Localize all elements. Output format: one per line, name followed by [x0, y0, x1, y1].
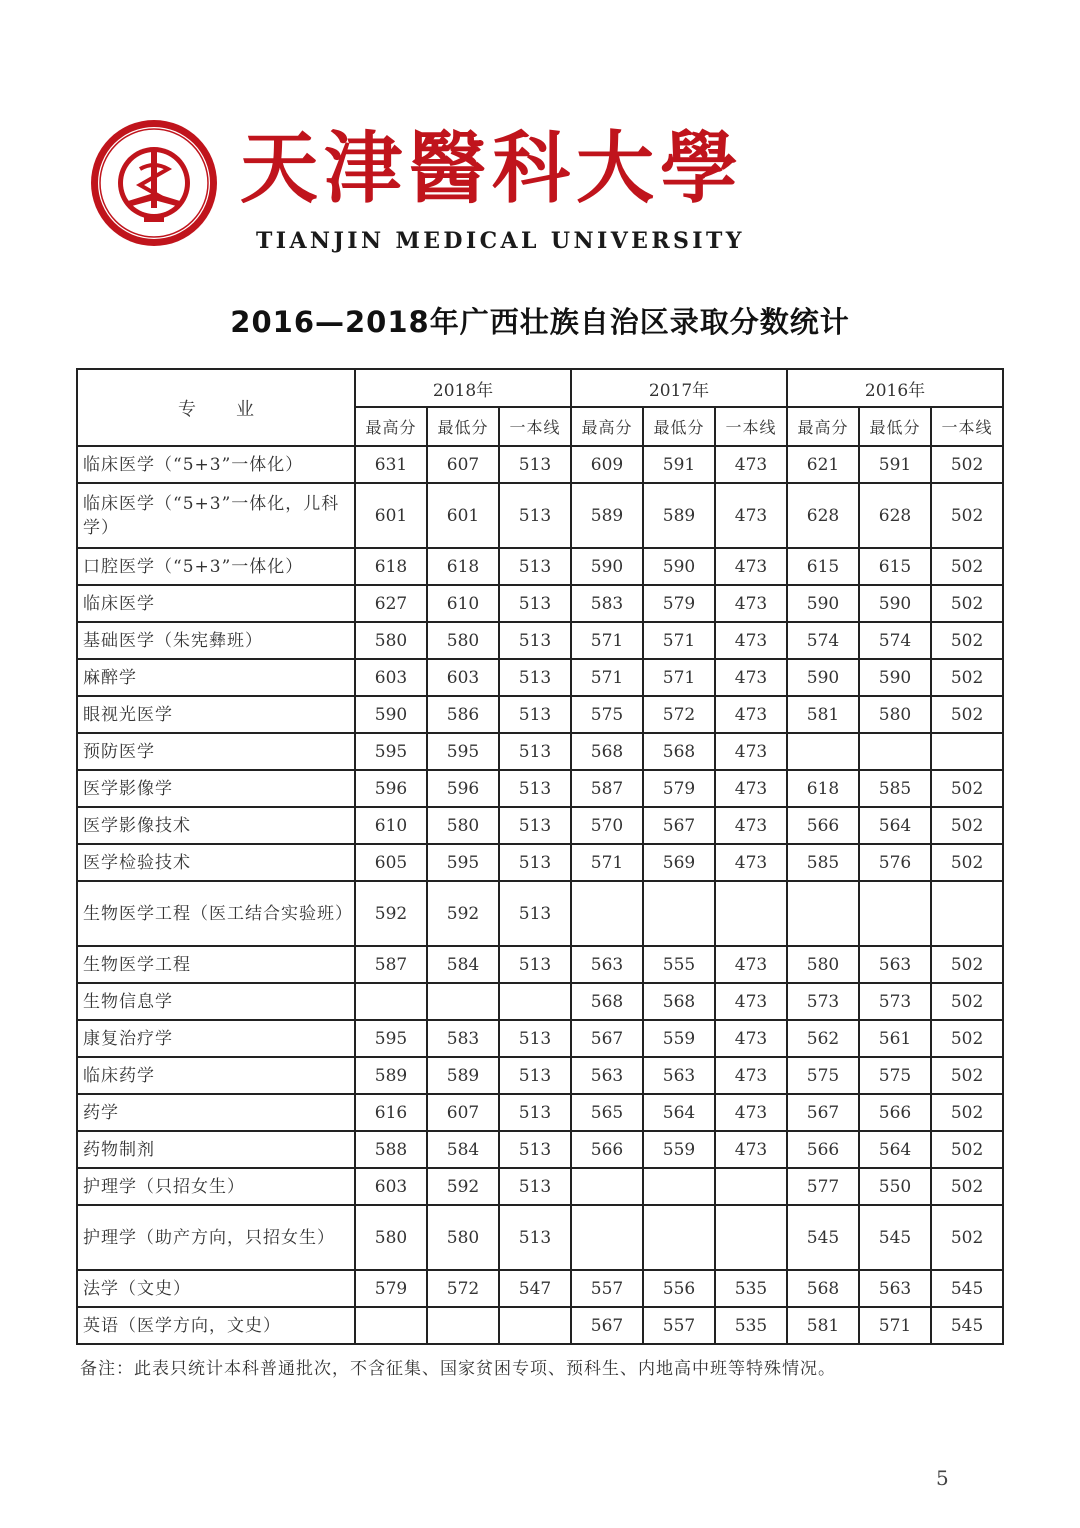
- score-cell: 564: [859, 1131, 931, 1168]
- score-cell: 592: [355, 881, 427, 946]
- score-cell: 601: [427, 483, 499, 548]
- score-cell: 571: [571, 659, 643, 696]
- score-cell: 607: [427, 446, 499, 483]
- score-cell: 556: [643, 1270, 715, 1307]
- score-cell: 502: [931, 548, 1003, 585]
- score-cell: [571, 881, 643, 946]
- score-cell: 628: [787, 483, 859, 548]
- score-cell: 579: [643, 585, 715, 622]
- score-cell: 587: [355, 946, 427, 983]
- score-cell: 513: [499, 844, 571, 881]
- score-cell: [643, 1168, 715, 1205]
- score-cell: 513: [499, 807, 571, 844]
- score-cell: 605: [355, 844, 427, 881]
- score-cell: 628: [859, 483, 931, 548]
- score-cell: 564: [859, 807, 931, 844]
- score-cell: 502: [931, 1131, 1003, 1168]
- score-cell: 473: [715, 983, 787, 1020]
- table-row: [77, 881, 1003, 946]
- column-subheader: 最高分: [355, 407, 427, 446]
- major-cell: 法学（文史）: [77, 1270, 355, 1307]
- score-cell: 580: [787, 946, 859, 983]
- score-cell: 610: [427, 585, 499, 622]
- score-cell: 585: [787, 844, 859, 881]
- score-cell: [787, 733, 859, 770]
- score-cell: 571: [571, 622, 643, 659]
- score-cell: 618: [787, 770, 859, 807]
- score-cell: 545: [787, 1205, 859, 1270]
- score-cell: 616: [355, 1094, 427, 1131]
- score-cell: 618: [427, 548, 499, 585]
- score-cell: 588: [355, 1131, 427, 1168]
- score-cell: 575: [571, 696, 643, 733]
- score-cell: 555: [643, 946, 715, 983]
- column-subheader: 最低分: [427, 407, 499, 446]
- score-cell: 513: [499, 946, 571, 983]
- score-cell: 473: [715, 446, 787, 483]
- score-cell: 585: [859, 770, 931, 807]
- score-cell: [859, 881, 931, 946]
- score-cell: 473: [715, 585, 787, 622]
- table-row: [77, 585, 1003, 622]
- score-cell: 513: [499, 446, 571, 483]
- score-cell: 571: [643, 659, 715, 696]
- score-cell: 570: [571, 807, 643, 844]
- score-cell: 592: [427, 1168, 499, 1205]
- score-cell: 573: [859, 983, 931, 1020]
- score-cell: 568: [571, 733, 643, 770]
- score-cell: 580: [427, 807, 499, 844]
- column-subheader: 最低分: [859, 407, 931, 446]
- score-cell: 502: [931, 585, 1003, 622]
- score-cell: 589: [355, 1057, 427, 1094]
- score-cell: 502: [931, 483, 1003, 548]
- score-cell: 581: [787, 696, 859, 733]
- score-cell: 571: [571, 844, 643, 881]
- score-cell: [571, 1168, 643, 1205]
- score-cell: 513: [499, 659, 571, 696]
- score-cell: 568: [643, 983, 715, 1020]
- table-row: [77, 844, 1003, 881]
- score-cell: 590: [355, 696, 427, 733]
- table-row: [77, 946, 1003, 983]
- score-cell: 502: [931, 446, 1003, 483]
- score-cell: [499, 1307, 571, 1344]
- score-cell: [643, 1205, 715, 1270]
- column-subheader: 最高分: [571, 407, 643, 446]
- score-cell: 587: [571, 770, 643, 807]
- major-cell: 医学检验技术: [77, 844, 355, 881]
- major-cell: 生物信息学: [77, 983, 355, 1020]
- score-cell: 591: [643, 446, 715, 483]
- table-row: [77, 1205, 1003, 1270]
- major-cell: 医学影像技术: [77, 807, 355, 844]
- table-row: [77, 807, 1003, 844]
- major-cell: 临床药学: [77, 1057, 355, 1094]
- score-cell: 564: [643, 1094, 715, 1131]
- score-cell: 603: [427, 659, 499, 696]
- score-cell: 601: [355, 483, 427, 548]
- score-cell: 502: [931, 946, 1003, 983]
- score-cell: 603: [355, 659, 427, 696]
- score-cell: 473: [715, 807, 787, 844]
- score-cell: 473: [715, 659, 787, 696]
- score-cell: 595: [427, 733, 499, 770]
- page-number: 5: [936, 1466, 949, 1490]
- score-cell: 502: [931, 983, 1003, 1020]
- score-cell: 473: [715, 622, 787, 659]
- score-cell: 580: [427, 1205, 499, 1270]
- table-row: [77, 622, 1003, 659]
- table-row: [77, 696, 1003, 733]
- footnote: 备注：此表只统计本科普通批次，不含征集、国家贫困专项、预科生、内地高中班等特殊情况。: [80, 1359, 836, 1379]
- score-cell: 513: [499, 1057, 571, 1094]
- admission-score-table: [76, 368, 1004, 1345]
- score-cell: 590: [643, 548, 715, 585]
- score-cell: 631: [355, 446, 427, 483]
- score-cell: 563: [859, 946, 931, 983]
- score-cell: 580: [355, 622, 427, 659]
- score-cell: 502: [931, 696, 1003, 733]
- major-cell: 生物医学工程（医工结合实验班）: [77, 881, 355, 946]
- score-cell: 513: [499, 585, 571, 622]
- score-cell: 473: [715, 844, 787, 881]
- score-cell: 550: [859, 1168, 931, 1205]
- score-cell: 513: [499, 1205, 571, 1270]
- university-seal-icon: [88, 117, 220, 249]
- score-cell: 590: [859, 659, 931, 696]
- score-cell: [643, 881, 715, 946]
- score-cell: 473: [715, 946, 787, 983]
- score-cell: [859, 733, 931, 770]
- score-cell: 567: [571, 1020, 643, 1057]
- score-cell: 590: [787, 659, 859, 696]
- score-cell: 513: [499, 696, 571, 733]
- score-cell: 513: [499, 1168, 571, 1205]
- score-cell: 575: [787, 1057, 859, 1094]
- table-row: [77, 733, 1003, 770]
- major-cell: 医学影像学: [77, 770, 355, 807]
- score-cell: 586: [427, 696, 499, 733]
- score-cell: 535: [715, 1270, 787, 1307]
- score-cell: 563: [643, 1057, 715, 1094]
- table-row: [77, 1094, 1003, 1131]
- score-cell: 557: [571, 1270, 643, 1307]
- major-cell: 康复治疗学: [77, 1020, 355, 1057]
- score-cell: 473: [715, 696, 787, 733]
- score-cell: [715, 1168, 787, 1205]
- score-cell: 583: [427, 1020, 499, 1057]
- page-title: 2016—2018年广西壮族自治区录取分数统计: [230, 305, 850, 339]
- score-cell: 473: [715, 733, 787, 770]
- major-cell: 英语（医学方向，文史）: [77, 1307, 355, 1344]
- score-cell: [427, 983, 499, 1020]
- score-cell: 568: [787, 1270, 859, 1307]
- score-cell: 589: [571, 483, 643, 548]
- score-cell: 566: [787, 1131, 859, 1168]
- score-cell: 502: [931, 622, 1003, 659]
- score-cell: 502: [931, 1205, 1003, 1270]
- table-row: [77, 446, 1003, 483]
- score-cell: 473: [715, 770, 787, 807]
- score-cell: 561: [859, 1020, 931, 1057]
- score-cell: 595: [427, 844, 499, 881]
- score-cell: 473: [715, 483, 787, 548]
- score-cell: 576: [859, 844, 931, 881]
- score-cell: 574: [859, 622, 931, 659]
- score-cell: 559: [643, 1020, 715, 1057]
- score-cell: 574: [787, 622, 859, 659]
- table-row: [77, 1131, 1003, 1168]
- score-cell: 545: [931, 1270, 1003, 1307]
- score-cell: 595: [355, 733, 427, 770]
- score-cell: 595: [355, 1020, 427, 1057]
- score-cell: 590: [571, 548, 643, 585]
- score-cell: 563: [859, 1270, 931, 1307]
- score-cell: 513: [499, 1020, 571, 1057]
- score-cell: 513: [499, 1131, 571, 1168]
- score-cell: 579: [355, 1270, 427, 1307]
- score-cell: 615: [859, 548, 931, 585]
- university-name-en: TIANJIN MEDICAL UNIVERSITY: [256, 228, 745, 254]
- score-cell: 596: [427, 770, 499, 807]
- score-cell: 566: [787, 807, 859, 844]
- table-row: [77, 1307, 1003, 1344]
- score-cell: [355, 983, 427, 1020]
- score-cell: 591: [859, 446, 931, 483]
- table-body: [77, 446, 1003, 1344]
- column-subheader: 一本线: [715, 407, 787, 446]
- university-logo: [88, 112, 745, 262]
- score-cell: 473: [715, 1020, 787, 1057]
- score-cell: 473: [715, 1131, 787, 1168]
- table-row: [77, 983, 1003, 1020]
- score-cell: 562: [787, 1020, 859, 1057]
- score-cell: 473: [715, 1057, 787, 1094]
- score-cell: 621: [787, 446, 859, 483]
- column-subheader: 最高分: [787, 407, 859, 446]
- major-cell: 眼视光医学: [77, 696, 355, 733]
- score-cell: 513: [499, 770, 571, 807]
- year-header-2018: 2018年: [355, 369, 571, 407]
- score-cell: [427, 1307, 499, 1344]
- score-cell: 547: [499, 1270, 571, 1307]
- table-row: [77, 548, 1003, 585]
- major-column-header: 专业: [77, 369, 355, 446]
- score-cell: 589: [643, 483, 715, 548]
- major-cell: 临床医学（“5+3”一体化，儿科学）: [77, 483, 355, 548]
- score-cell: [499, 983, 571, 1020]
- score-cell: 584: [427, 946, 499, 983]
- column-subheader: 一本线: [931, 407, 1003, 446]
- score-cell: 568: [643, 733, 715, 770]
- major-cell: 基础医学（朱宪彝班）: [77, 622, 355, 659]
- score-cell: 563: [571, 1057, 643, 1094]
- major-cell: 护理学（助产方向，只招女生）: [77, 1205, 355, 1270]
- score-cell: 473: [715, 548, 787, 585]
- major-cell: 临床医学: [77, 585, 355, 622]
- major-cell: 药物制剂: [77, 1131, 355, 1168]
- score-cell: 572: [643, 696, 715, 733]
- score-cell: 566: [859, 1094, 931, 1131]
- score-cell: 557: [643, 1307, 715, 1344]
- major-cell: 临床医学（“5+3”一体化）: [77, 446, 355, 483]
- score-cell: 502: [931, 770, 1003, 807]
- score-cell: 592: [427, 881, 499, 946]
- major-cell: 护理学（只招女生）: [77, 1168, 355, 1205]
- score-cell: 545: [931, 1307, 1003, 1344]
- score-cell: 566: [571, 1131, 643, 1168]
- score-cell: [931, 733, 1003, 770]
- score-cell: 627: [355, 585, 427, 622]
- score-cell: 565: [571, 1094, 643, 1131]
- score-cell: 603: [355, 1168, 427, 1205]
- score-cell: 590: [787, 585, 859, 622]
- score-cell: 502: [931, 844, 1003, 881]
- score-cell: 513: [499, 622, 571, 659]
- score-cell: 559: [643, 1131, 715, 1168]
- score-cell: 568: [571, 983, 643, 1020]
- score-cell: 535: [715, 1307, 787, 1344]
- column-subheader: 最低分: [643, 407, 715, 446]
- score-cell: 573: [787, 983, 859, 1020]
- column-subheader: 一本线: [499, 407, 571, 446]
- table-row: [77, 659, 1003, 696]
- score-cell: 577: [787, 1168, 859, 1205]
- score-cell: 513: [499, 1094, 571, 1131]
- score-cell: 580: [355, 1205, 427, 1270]
- score-cell: 609: [571, 446, 643, 483]
- table-row: [77, 1168, 1003, 1205]
- score-cell: 590: [859, 585, 931, 622]
- score-cell: 502: [931, 1094, 1003, 1131]
- major-cell: 预防医学: [77, 733, 355, 770]
- score-cell: 572: [427, 1270, 499, 1307]
- score-cell: 607: [427, 1094, 499, 1131]
- score-cell: 567: [787, 1094, 859, 1131]
- score-cell: [715, 1205, 787, 1270]
- score-cell: 513: [499, 733, 571, 770]
- score-cell: 575: [859, 1057, 931, 1094]
- score-cell: 580: [427, 622, 499, 659]
- score-cell: 580: [859, 696, 931, 733]
- score-cell: [787, 881, 859, 946]
- major-cell: 麻醉学: [77, 659, 355, 696]
- score-cell: 502: [931, 807, 1003, 844]
- table-row: [77, 483, 1003, 548]
- score-cell: 589: [427, 1057, 499, 1094]
- score-cell: 579: [643, 770, 715, 807]
- score-cell: 513: [499, 881, 571, 946]
- table-row: [77, 1270, 1003, 1307]
- score-cell: [571, 1205, 643, 1270]
- score-cell: 618: [355, 548, 427, 585]
- score-cell: 584: [427, 1131, 499, 1168]
- score-cell: [931, 881, 1003, 946]
- score-cell: 571: [859, 1307, 931, 1344]
- score-cell: 502: [931, 1020, 1003, 1057]
- score-cell: 581: [787, 1307, 859, 1344]
- table-row: [77, 770, 1003, 807]
- major-cell: 生物医学工程: [77, 946, 355, 983]
- score-cell: 513: [499, 548, 571, 585]
- score-cell: 473: [715, 1094, 787, 1131]
- score-cell: 571: [643, 622, 715, 659]
- table-row: [77, 1057, 1003, 1094]
- score-cell: 545: [859, 1205, 931, 1270]
- score-cell: 513: [499, 483, 571, 548]
- score-cell: 615: [787, 548, 859, 585]
- score-cell: 563: [571, 946, 643, 983]
- major-cell: 药学: [77, 1094, 355, 1131]
- score-cell: 567: [571, 1307, 643, 1344]
- score-cell: 502: [931, 1168, 1003, 1205]
- score-cell: 583: [571, 585, 643, 622]
- major-cell: 口腔医学（“5+3”一体化）: [77, 548, 355, 585]
- score-cell: 567: [643, 807, 715, 844]
- score-cell: [355, 1307, 427, 1344]
- year-header-2017: 2017年: [571, 369, 787, 407]
- score-cell: 502: [931, 1057, 1003, 1094]
- score-cell: 502: [931, 659, 1003, 696]
- university-name-cn: 天津醫科大學: [240, 123, 745, 214]
- score-cell: 569: [643, 844, 715, 881]
- table-row: [77, 1020, 1003, 1057]
- score-cell: 610: [355, 807, 427, 844]
- year-header-2016: 2016年: [787, 369, 1003, 407]
- score-cell: [715, 881, 787, 946]
- score-cell: 596: [355, 770, 427, 807]
